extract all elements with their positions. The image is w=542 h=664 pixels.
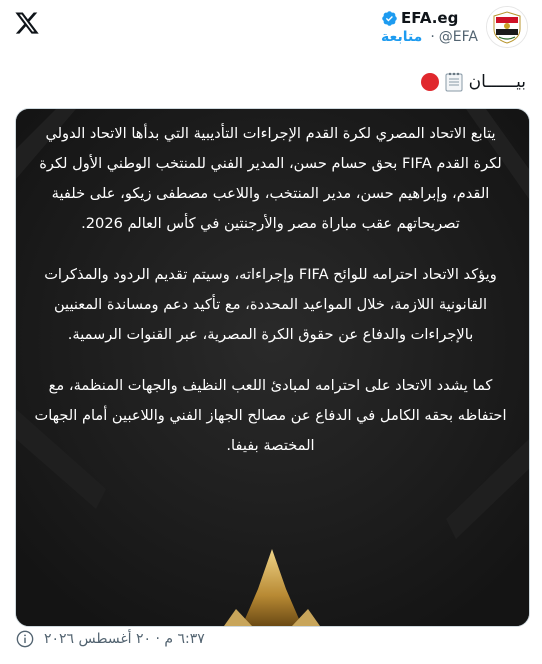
account-names: [381, 9, 478, 45]
follow-button[interactable]: متابعة: [381, 29, 423, 45]
tweet-timestamp[interactable]: ٦:٣٧ م · ٢٠ أغسطس ٢٠٢٦: [44, 631, 205, 647]
tweet-header: [381, 6, 528, 48]
notepad-icon: [445, 72, 463, 92]
account-handle[interactable]: @EFA: [438, 29, 478, 45]
statement-text: [34, 119, 507, 482]
tweet-text: [421, 72, 526, 92]
tweet-title: بيــــــان: [468, 72, 526, 92]
separator-dot: ·: [430, 29, 435, 45]
statement-image[interactable]: [15, 108, 530, 627]
avatar[interactable]: [486, 6, 528, 48]
statement-paragraph: ويؤكد الاتحاد احترامه للوائح FIFA وإجراءاته، وسيتم تقديم الردود والمذكرات القانونية اللازمة، خلال المواعيد المحددة، مع تأكيد دعم ومساندة المعنيين بالإجراءات والدفاع عن حقوق الكرة المصرية، عبر القنوات الرسمية.: [44, 266, 497, 343]
efa-logo-icon: [487, 7, 527, 47]
x-logo-icon[interactable]: [14, 10, 40, 36]
info-icon[interactable]: [16, 630, 34, 648]
statement-paragraph: كما يشدد الاتحاد على احترامه لمبادئ اللعب النظيف والجهات المنظمة، مع احتفاظه بحقه الكامل في الدفاع عن مصالح الجهاز الفني واللاعبين أمام الجهات المختصة بفيفا.: [34, 377, 507, 454]
verified-badge-icon: [381, 10, 398, 27]
statement-paragraph: يتابع الاتحاد المصري لكرة القدم الإجراءات التأديبية التي بدأها الاتحاد الدولي لكرة القدم FIFA بحق حسام حسن، المدير الفني للمنتخب الوطني الأول لكرة القدم، وإبراهيم حسن، مدير المنتخب، واللاعب مصطفى زيكو، على خلفية تصريحاتهم عقب مباراة مصر والأرجنتين في كأس العالم 2026.: [39, 125, 502, 232]
display-name[interactable]: EFA.eg: [401, 9, 459, 27]
tweet-footer: [16, 630, 205, 648]
red-circle-icon: [421, 73, 439, 91]
